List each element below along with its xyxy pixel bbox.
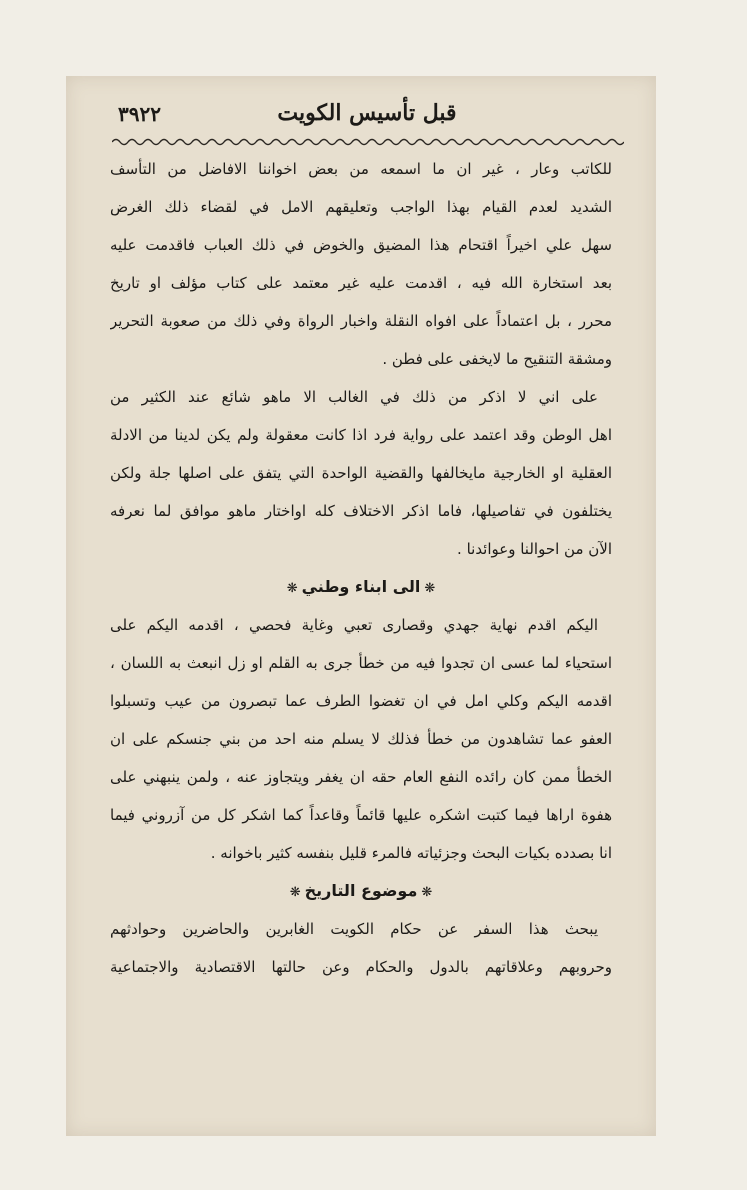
section-heading: [110, 568, 612, 606]
text-line: الخطأ ممن كان رائده النفع العام حقه ان يغفر ويتجاوز عنه ، ولمن ينبهني على: [110, 768, 612, 786]
paragraph: [110, 150, 612, 378]
text-line: بعد استخارة الله فيه ، اقدمت عليه غير معتمد على كتاب مؤلف او تاريخ: [110, 274, 612, 292]
text-line: العقلية او الخارجية مايخالفها والقضية الواحدة التي يتفق على اصلها جلة ولكن: [110, 464, 612, 482]
page-header: [116, 100, 618, 134]
paragraph: [110, 378, 612, 568]
page-number: ٣٩٢٢: [118, 102, 161, 126]
text-line: يختلفون في تفاصيلها، فاما اذكر الاختلاف كله اواختار ماهو موافق لما نعرفه: [110, 502, 612, 520]
ornament-icon: ❋: [286, 581, 298, 596]
section-heading-text: الى ابناء وطني: [301, 577, 421, 596]
text-line: اقدمه اليكم وكلي امل في ان تغضوا الطرف عما تبصرون من عيب وتسبلوا: [110, 692, 612, 710]
text-line: يبحث هذا السفر عن حكام الكويت الغابرين والحاضرين وحوادثهم: [110, 920, 598, 938]
header-rule: [112, 137, 624, 147]
text-line: هفوة اراها فيما كتبت اشكره عليها قائماً وقاعداً كما اشكر كل من آزروني فيما: [110, 806, 612, 824]
paragraph: [110, 910, 612, 986]
wavy-rule-ornament: [112, 137, 624, 147]
ornament-icon: ❋: [424, 581, 436, 596]
paragraph: [110, 606, 612, 872]
text-line: وحروبهم وعلاقاتهم بالدول والحكام وعن حالتها الاقتصادية والاجتماعية: [110, 958, 612, 976]
text-line: ومشقة التنقيح ما لايخفى على فطن .: [382, 350, 612, 368]
text-line: الآن من احوالنا وعوائدنا .: [457, 540, 612, 558]
text-line: للكاتب وعار ، غير ان ما اسمعه من بعض اخواننا الافاضل من التأسف: [110, 160, 612, 178]
text-line: اليكم اقدم نهاية جهدي وقصارى تعبي وغاية فحصي ، اقدمه اليكم على: [110, 616, 598, 634]
section-heading: [110, 872, 612, 910]
text-line: استحياء لما عسى ان تجدوا فيه من خطأ جرى به القلم او زل انبعث به اللسان ،: [110, 654, 612, 672]
text-line: على اني لا اذكر من ذلك في الغالب الا ماهو شائع عند الكثير من: [110, 388, 598, 406]
text-line: العفو عما تشاهدون من خطأ فذلك لا يسلم منه احد من بني جنسكم على ان: [110, 730, 612, 748]
section-heading-text: موضوع التاريخ: [304, 881, 418, 900]
body-text: [110, 150, 612, 986]
page-title: قبل تأسيس الكويت: [277, 100, 457, 126]
text-line: سهل علي اخيراً اقتحام هذا المضيق والخوض في ذلك العباب فاقدمت عليه: [110, 236, 612, 254]
text-line: انا بصدده بكيات البحث وجزئياته فالمرء قليل بنفسه كثير باخوانه .: [210, 844, 612, 862]
text-line: الشديد لعدم القيام بهذا الواجب وتعليقهم الامل في لقضاء ذلك الغرض: [110, 198, 612, 216]
book-page: [66, 76, 656, 1136]
text-line: محرر ، بل اعتماداً على افواه النقلة واخبار الرواة وفي ذلك من صعوبة التحرير: [110, 312, 612, 330]
ornament-icon: ❋: [289, 885, 301, 900]
ornament-icon: ❋: [421, 885, 433, 900]
text-line: اهل الوطن وقد اعتمد على رواية فرد اذا كانت معقولة ولم يكن لدينا من الادلة: [110, 426, 612, 444]
